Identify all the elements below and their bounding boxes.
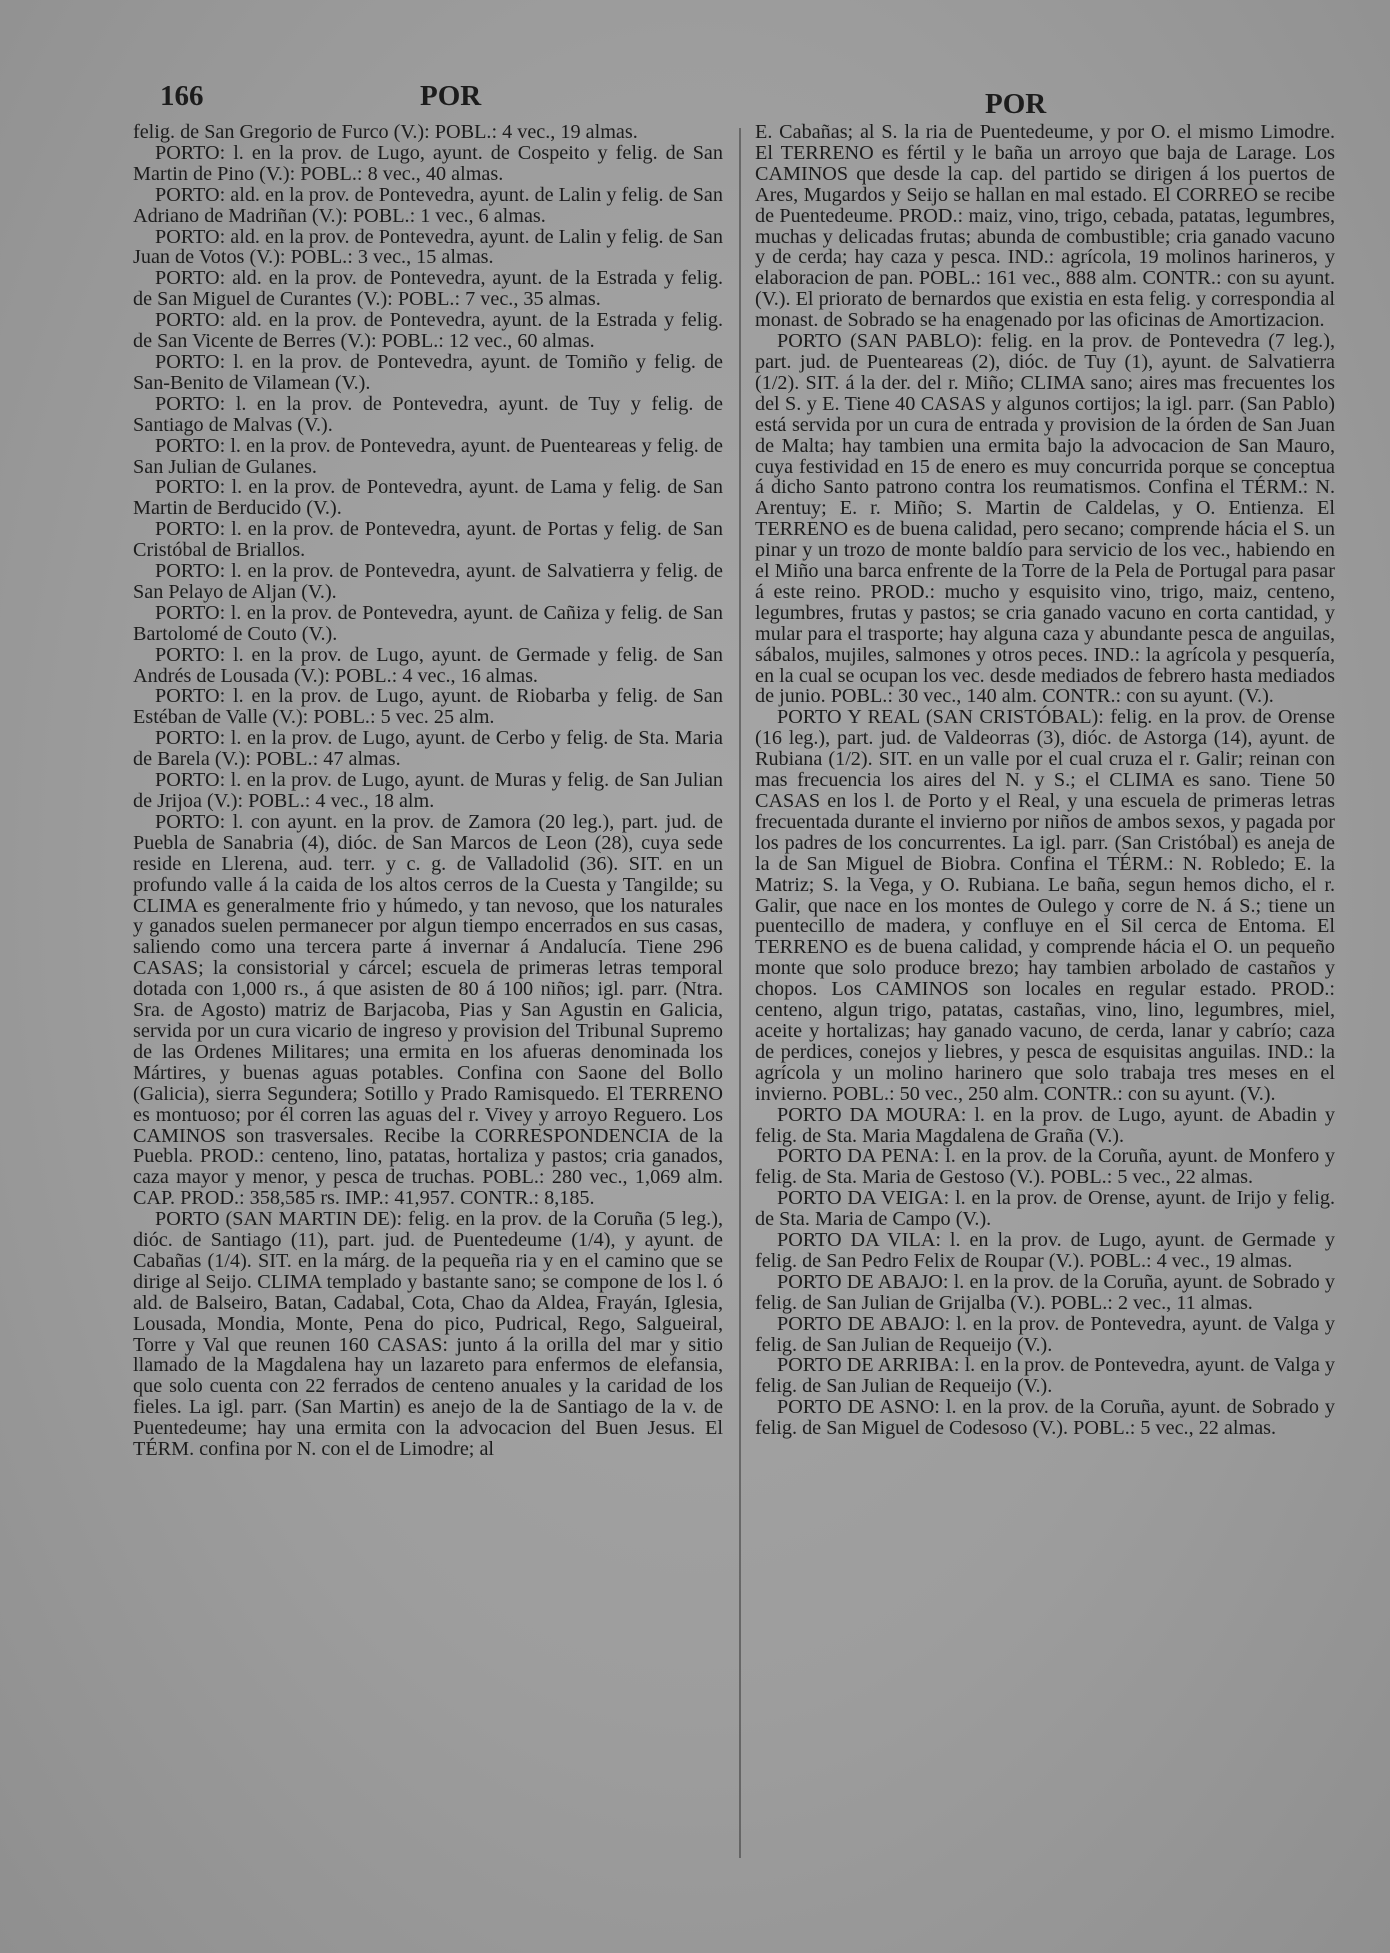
column-divider [739,128,741,1858]
entry-paragraph: PORTO: l. en la prov. de Lugo, ayunt. de Germade y felig. de San Andrés de Lousada (V.): POBL.: 4 vec., 16 almas. [133,643,723,687]
entry-paragraph: PORTO: l. en la prov. de Pontevedra, ayunt. de Tuy y felig. de Santiago de Malvas (V.). [133,392,723,436]
entry-paragraph: PORTO: l. con ayunt. en la prov. de Zamora (20 leg.), part. jud. de Puebla de Sanabria (4), dióc. de San Marcos de Leon (28), cuya sede reside en Llerena, aud. terr. y c. g. de Valladolid (36). SIT. en un profundo valle á la caida de los altos cerros de la Cuesta y Tangilde; su CLIMA es generalmente frio y húmedo, y tan nevoso, que los naturales y ganados suelen permanecer por algun tiempo encerrados en sus casas, saliendo como una tercera parte á invernar á Andalucía. Tiene 296 CASAS; la consistorial y cárcel; escuela de primeras letras temporal dotada con 1,000 rs., á que asisten de 80 á 100 niños; igl. parr. (Ntra. Sra. de Agosto) matriz de Barjacoba, Pias y San Agustin en Galicia, servida por un cura vicario de ingreso y provision del Tribunal Supremo de las Ordenes Militares; una ermita en los afueras denominada los Mártires, y buenas aguas potables. Confina con Saone del Bollo (Galicia), sierra Segundera; Sotillo y Prado Ramisquedo. El TERRENO es montuoso; por él corren las aguas del r. Vivey y arroyo Reguero. Los CAMINOS son trasversales. Recibe la CORRESPONDENCIA de la Puebla. PROD.: centeno, lino, patatas, hortaliza y pastos; cria ganados, caza mayor y menor, y pesca de truchas. POBL.: 280 vec., 1,069 alm. CAP. PROD.: 358,585 rs. IMP.: 41,957. CONTR.: 8,185. [133,810,723,1210]
header-title-right: POR [985,88,1047,120]
entry-paragraph: PORTO DA VILA: l. en la prov. de Lugo, ayunt. de Germade y felig. de San Pedro Felix de Roupar (V.). POBL.: 4 vec., 19 almas. [755,1229,1335,1272]
entry-paragraph: PORTO DA PENA: l. en la prov. de la Coruña, ayunt. de Monfero y felig. de Sta. Maria de Gestoso (V.). POBL.: 5 vec., 22 almas. [755,1145,1335,1189]
page-header [0,80,1390,120]
entry-paragraph: PORTO: ald. en la prov. de Pontevedra, ayunt. de Lalin y felig. de San Juan de Votos (V.): POBL.: 3 vec., 15 almas. [133,225,723,269]
header-title-left: POR [420,80,482,112]
entry-paragraph: PORTO: l. en la prov. de Lugo, ayunt. de Cerbo y felig. de Sta. Maria de Barela (V.): POBL.: 47 almas. [133,727,723,771]
entry-paragraph: PORTO: l. en la prov. de Pontevedra, ayunt. de Salvatierra y felig. de San Pelayo de Aljan (V.). [133,560,723,603]
entry-paragraph: PORTO Y REAL (SAN CRISTÓBAL): felig. en la prov. de Orense (16 leg.), part. jud. de Valdeorras (3), dióc. de Astorga (14), ayunt. de Rubiana (1/2). SIT. en un valle por el cual cruza el r. Galir; reinan con mas frecuencia los aires del N. y S.; el CLIMA es sano. Tiene 50 CASAS en los l. de Porto y el Real, y una escuela de primeras letras frecuentada durante el invierno por niños de ambos sexos, y pagada por los padres de los concurrentes. La igl. parr. (San Cristóbal) es aneja de la de San Miguel de Biobra. Confina el TÉRM.: N. Robledo; E. la Matriz; S. la Vega, y O. Rubiana. Le baña, segun hemos dicho, el r. Galir, que nace en los montes de Oulego y corre de N. á S.; tiene un puentecillo de madera, y confluye en el Sil cerca de Entoma. El TERRENO es de buena calidad, y comprende hácia el O. un pequeño monte que solo produce brezo; hay tambien arbolado de castaños y chopos. Los CAMINOS son locales en regular estado. PROD.: centeno, algun trigo, patatas, castañas, vino, lino, legumbres, miel, aceite y hortalizas; hay ganado vacuno, de cerda, lanar y cabrío; caza de perdices, conejos y liebres, y pesca de esquisitas anguilas. IND.: la agrícola y un molino harinero que solo trabaja tres meses en el invierno. POBL.: 50 vec., 250 alm. CONTR.: con su ayunt. (V.). [755,706,1335,1105]
right-column [755,122,1335,1439]
entry-paragraph: PORTO (SAN PABLO): felig. en la prov. de Pontevedra (7 leg.), part. jud. de Puenteareas (2), dióc. de Tuy (1), ayunt. de Salvatierra (1/2). SIT. á la der. del r. Miño; CLIMA sano; aires mas frecuentes los del S. y E. Tiene 40 CASAS y algunos cortijos; la igl. parr. (San Pablo) está servida por un cura de entrada y provision de la órden de San Juan de Malta; hay tambien una ermita bajo la advocacion de San Mauro, cuya festividad en 15 de enero es muy concurrida porque se conceptua á dicho Santo patrono contra los reumatismos. Confina el TÉRM.: N. Arentuy; E. r. Miño; S. Martin de Caldelas, y O. Entienza. El TERRENO es de buena calidad, pero secano; comprende hácia el S. un pinar y un trozo de monte baldío para servicio de los vec., habiendo en el Miño una barca enfrente de la Torre de la Pela de Portugal para pasar á este reino. PROD.: mucho y esquisito vino, trigo, maiz, centeno, legumbres, frutas y pastos; se cria ganado vacuno en corta cantidad, y mular para el trasporte; hay alguna caza y abundante pesca de anguilas, sábalos, mujiles, salmones y otros peces. IND.: la agrícola y pesquería, en la cual se ocupan los vec. desde mediados de febrero hasta mediados de junio. POBL.: 30 vec., 140 alm. CONTR.: con su ayunt. (V.). [755,330,1335,708]
entry-paragraph: PORTO DE ASNO: l. en la prov. de la Coruña, ayunt. de Sobrado y felig. de San Miguel de Codesoso (V.). POBL.: 5 vec., 22 almas. [755,1396,1335,1440]
entry-paragraph: PORTO DE ABAJO: l. en la prov. de la Coruña, ayunt. de Sobrado y felig. de San Julian de Grijalba (V.). POBL.: 2 vec., 11 almas. [755,1270,1335,1314]
entry-paragraph: PORTO: l. en la prov. de Pontevedra, ayunt. de Portas y felig. de San Cristóbal de Briallos. [133,518,723,562]
entry-paragraph: PORTO: l. en la prov. de Lugo, ayunt. de Cospeito y felig. de San Martin de Pino (V.): POBL.: 8 vec., 40 almas. [133,141,723,185]
page-number: 166 [160,80,204,112]
left-column [133,122,723,1460]
entry-paragraph: PORTO DA VEIGA: l. en la prov. de Orense, ayunt. de Irijo y felig. de Sta. Maria de Campo (V.). [755,1187,1335,1231]
entry-paragraph: PORTO: l. en la prov. de Pontevedra, ayunt. de Puenteareas y felig. de San Julian de Gulanes. [133,434,723,478]
entry-paragraph: PORTO: ald. en la prov. de Pontevedra, ayunt. de la Estrada y felig. de San Miguel de Curantes (V.): POBL.: 7 vec., 35 almas. [133,267,723,311]
entry-paragraph: E. Cabañas; al S. la ria de Puentedeume, y por O. el mismo Limodre. El TERRENO es fértil y le baña un arroyo que baja de Larage. Los CAMINOS que desde la cap. del partido se dirigen á los puertos de Ares, Mugardos y Seijo se hallan en mal estado. El CORREO se recibe de Puentedeume. PROD.: maiz, vino, trigo, cebada, patatas, legumbres, muchas y delicadas frutas; abunda de combustible; cria ganado vacuno y de cerda; hay caza y pesca. IND.: agrícola, 19 molinos harineros, y elaboracion de pan. POBL.: 161 vec., 888 alm. CONTR.: con su ayunt. (V.). El priorato de bernardos que existia en esta felig. y correspondia al monast. de Sobrado se ha enagenado por las oficinas de Amortizacion. [755,121,1335,332]
entry-paragraph: PORTO (SAN MARTIN DE): felig. en la prov. de la Coruña (5 leg.), dióc. de Santiago (11), part. jud. de Puentedeume (1/4), y ayunt. de Cabañas (1/4). SIT. en la márg. de la pequeña ria y en el camino que se dirige al Seijo. CLIMA templado y bastante sano; se compone de los l. ó ald. de Balseiro, Batan, Cadabal, Cota, Chao da Aldea, Frayán, Iglesia, Lousada, Mondia, Monte, Pena do pico, Pudrical, Rego, Salgueiral, Torre y Val que reunen 160 CASAS: junto á la orilla del mar y sitio llamado de la Magdalena hay un lazareto para enfermos de elefansia, que solo cuenta con 22 ferrados de centeno anuales y la caridad de los fieles. La igl. parr. (San Martin) es anejo de la de Santiago de la v. de Puentedeume; hay una ermita con la advocacion del Buen Jesus. El TÉRM. confina por N. con el de Limodre; al [133,1208,723,1461]
entry-paragraph: PORTO DE ABAJO: l. en la prov. de Pontevedra, ayunt. de Valga y felig. de San Julian de Requeijo (V.). [755,1312,1335,1356]
entry-paragraph: PORTO: l. en la prov. de Pontevedra, ayunt. de Tomiño y felig. de San-Benito de Vilamean (V.). [133,350,723,394]
entry-paragraph: felig. de San Gregorio de Furco (V.): POBL.: 4 vec., 19 almas. [133,121,638,143]
entry-paragraph: PORTO: l. en la prov. de Lugo, ayunt. de Riobarba y felig. de San Estéban de Valle (V.): POBL.: 5 vec. 25 alm. [133,685,723,729]
entry-paragraph: PORTO: ald. en la prov. de Pontevedra, ayunt. de Lalin y felig. de San Adriano de Madriñan (V.): POBL.: 1 vec., 6 almas. [133,183,723,227]
entry-paragraph: PORTO DE ARRIBA: l. en la prov. de Pontevedra, ayunt. de Valga y felig. de San Julian de Requeijo (V.). [755,1354,1335,1398]
entry-paragraph: PORTO: l. en la prov. de Pontevedra, ayunt. de Cañiza y felig. de San Bartolomé de Couto (V.). [133,601,723,645]
entry-paragraph: PORTO: l. en la prov. de Lugo, ayunt. de Muras y felig. de San Julian de Jrijoa (V.): POBL.: 4 vec., 18 alm. [133,769,723,812]
entry-paragraph: PORTO: ald. en la prov. de Pontevedra, ayunt. de la Estrada y felig. de San Vicente de Berres (V.): POBL.: 12 vec., 60 almas. [133,309,723,353]
entry-paragraph: PORTO: l. en la prov. de Pontevedra, ayunt. de Lama y felig. de San Martin de Berducido (V.). [133,476,723,520]
entry-paragraph: PORTO DA MOURA: l. en la prov. de Lugo, ayunt. de Abadin y felig. de Sta. Maria Magdalena de Graña (V.). [755,1103,1335,1147]
